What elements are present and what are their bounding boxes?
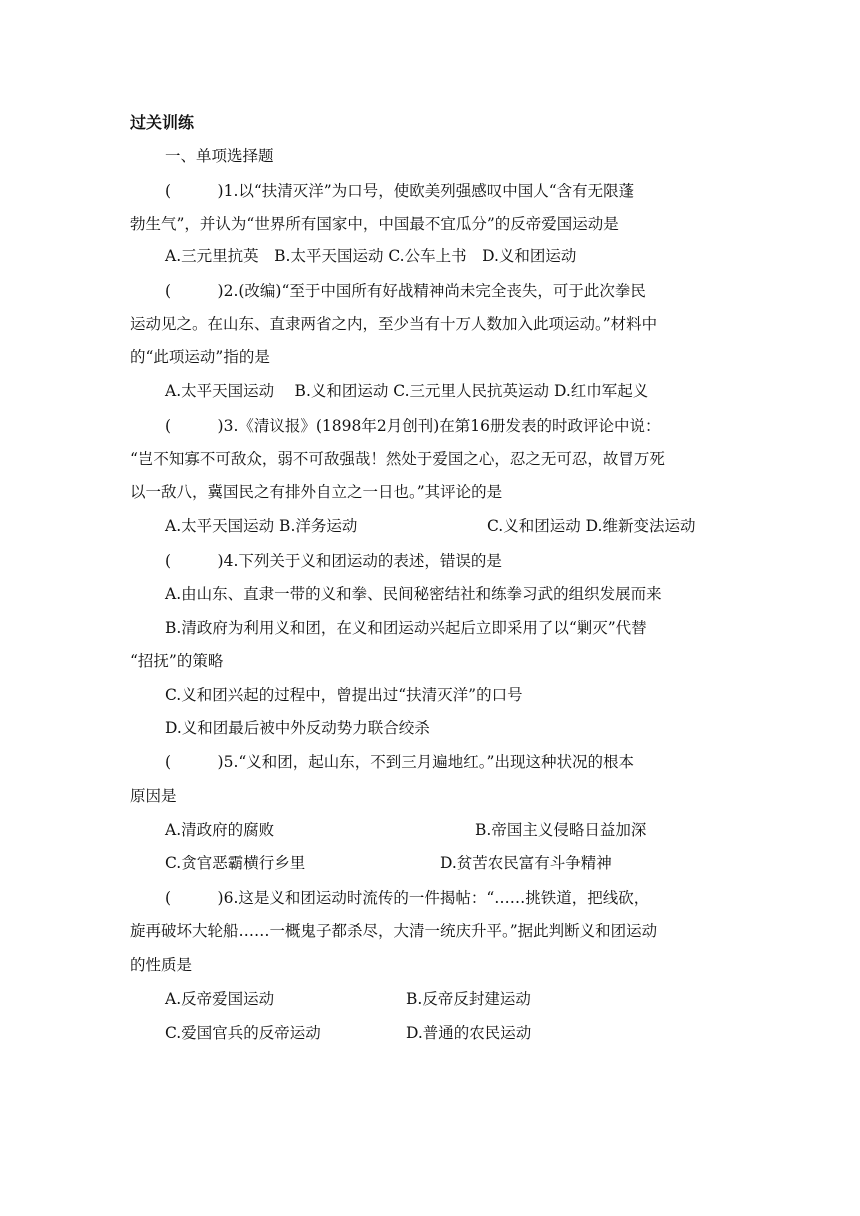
q4-option-c: C.义和团兴起的过程中，曾提出过“扶清灭洋”的口号 (165, 686, 523, 704)
q5-line-2: 原因是 (130, 787, 177, 805)
q5-option-c: C.贪官恶霸横行乡里 (165, 854, 306, 872)
q3-options-a-b: A.太平天国运动 B.洋务运动 (165, 517, 358, 535)
q6-line-3: 的性质是 (130, 956, 193, 974)
q4-option-a: A.由山东、直隶一带的义和拳、民间秘密结社和练拳习武的组织发展而来 (165, 585, 662, 603)
q1-line-2: 勃生气”，并认为“世界所有国家中，中国最不宜瓜分”的反帝爱国运动是 (130, 215, 619, 233)
q4-option-b-line-1: B.清政府为利用义和团，在义和团运动兴起后立即采用了以“剿灭”代替 (165, 619, 647, 637)
q6-line-1: ( )6.这是义和团运动时流传的一件揭帖：“……挑铁道，把线砍， (165, 889, 650, 907)
q2-line-1: ( )2.(改编)“至于中国所有好战精神尚未完全丧失，可于此次拳民 (165, 282, 646, 300)
q2-line-3: 的“此项运动”指的是 (130, 348, 270, 366)
q4-line-1: ( )4.下列关于义和团运动的表述，错误的是 (165, 552, 502, 570)
q6-option-b: B.反帝反封建运动 (406, 990, 531, 1008)
q3-line-3: 以一敌八，冀国民之有排外自立之一日也。”其评论的是 (130, 483, 503, 501)
q4-option-d: D.义和团最后被中外反动势力联合绞杀 (165, 719, 430, 737)
q2-line-2: 运动见之。在山东、直隶两省之内，至少当有十万人数加入此项运动。”材料中 (130, 315, 658, 333)
q1-line-1: ( )1.以“扶清灭洋”为口号，使欧美列强感叹中国人“含有无限蓬 (165, 182, 635, 200)
q4-option-b-line-2: “招抚”的策略 (130, 652, 224, 670)
q3-line-1: ( )3.《清议报》(1898年2月创刊)在第16册发表的时政评论中说： (165, 417, 661, 435)
q6-option-d: D.普通的农民运动 (406, 1024, 532, 1042)
page-heading: 过关训练 (130, 113, 195, 132)
q6-option-c: C.爱国官兵的反帝运动 (165, 1024, 321, 1042)
q6-option-a: A.反帝爱国运动 (165, 990, 275, 1008)
q3-options-c-d: C.义和团运动 D.维新变法运动 (487, 517, 696, 535)
q1-options: A.三元里抗英 B.太平天国运动 C.公车上书 D.义和团运动 (165, 247, 577, 265)
q6-line-2: 旋再破坏大轮船……一概鬼子都杀尽，大清一统庆升平。”据此判断义和团运动 (130, 922, 658, 940)
q3-line-2: “岂不知寡不可敌众，弱不可敌强哉！然处于爱国之心，忍之无可忍，故冒万死 (130, 450, 665, 468)
q5-line-1: ( )5.“义和团，起山东，不到三月遍地红。”出现这种状况的根本 (165, 753, 634, 771)
q5-option-a: A.清政府的腐败 (165, 821, 275, 839)
section-title: 一、单项选择题 (165, 147, 274, 165)
q2-options: A.太平天国运动 B.义和团运动 C.三元里人民抗英运动 D.红巾军起义 (165, 382, 649, 400)
q5-option-d: D.贫苦农民富有斗争精神 (440, 854, 612, 872)
q5-option-b: B.帝国主义侵略日益加深 (475, 821, 647, 839)
